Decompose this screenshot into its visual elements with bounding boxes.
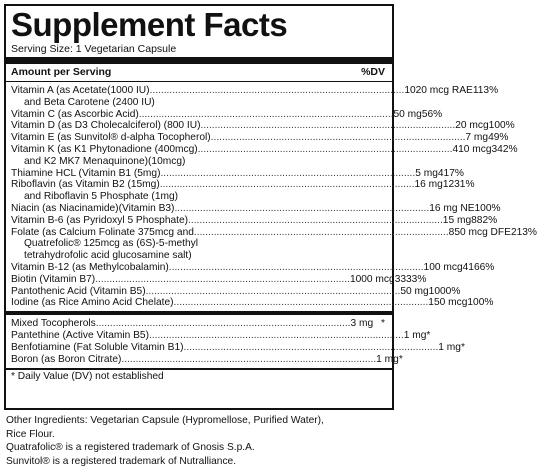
nutrient-amount: 5 mg	[415, 167, 438, 179]
nutrient-dv: 213%	[510, 226, 537, 238]
dv-footnote: * Daily Value (DV) not established	[11, 370, 164, 382]
nutrient-amount: 1000 mcg	[349, 273, 395, 285]
nutrient-dv: 100%	[488, 120, 515, 132]
nutrient-amount: 1 mg	[376, 353, 399, 365]
nutrient-row	[6, 285, 461, 298]
leader-dots: ..........................................................................................	[149, 85, 405, 96]
nutrient-dv: 100%	[467, 297, 494, 309]
leader-dots: ..........................................................................................	[138, 108, 394, 120]
nutrient-row	[6, 273, 427, 286]
nutrient-row	[6, 132, 509, 144]
nutrient-amount: 100 mcg	[423, 261, 463, 273]
nutrient-row	[6, 179, 475, 191]
nutrient-name: Vitamin K (as K1 Phytonadione (400mcg)	[11, 143, 198, 155]
nutrient-name: Mixed Tocopherols	[11, 318, 96, 330]
nutrient-dv: *	[460, 341, 465, 353]
leader-dots: ..........................................................................................	[95, 273, 350, 285]
nutrient-dv: 100%	[474, 202, 501, 214]
leader-dots: ..........................................................................................	[174, 202, 430, 214]
nutrient-row	[6, 318, 392, 330]
nutrient-dv: 113%	[472, 85, 499, 96]
thick-divider	[6, 57, 392, 64]
nutrient-row	[6, 214, 498, 227]
nutrient-name: Boron (as Boron Citrate)	[11, 353, 122, 365]
nutrient-amount: 410 mcg	[452, 143, 492, 155]
other-ingredients-list	[6, 318, 465, 365]
nutrient-name: Thiamine HCL (Vitamin B1 (5mg)	[11, 167, 161, 179]
nutrient-dv: 4166%	[462, 261, 495, 273]
leader-dots: ..........................................................................................	[173, 297, 429, 309]
leader-dots: ..........................................................................................	[159, 179, 415, 191]
panel-title: Supplement Facts	[11, 6, 288, 43]
nutrient-amount: 7 mg	[465, 132, 489, 144]
nutrient-row	[6, 226, 537, 239]
leader-dots: ..........................................................................................	[210, 132, 466, 144]
nutrient-name-continued: and Riboflavin 5 Phosphate (1mg)	[24, 191, 179, 203]
dv-heading: %DV	[361, 66, 385, 78]
nutrient-row	[6, 341, 465, 354]
footer-line: Other Ingredients: Vegetarian Capsule (Hypromellose, Purified Water),	[6, 415, 324, 426]
nutrient-dv: 882%	[471, 214, 498, 226]
footer-line: Sunvitol® is a registered trademark of Nutralliance.	[6, 455, 237, 467]
nutrient-name-continued: Quatrefolic® 125mcg as (6S)-5-methyl	[24, 238, 198, 250]
nutrient-name: Vitamin E (as Sunvitol® d-alpha Tocopherol)	[11, 132, 211, 144]
nutrient-name: Pantethine (Active Vitamin B5)	[11, 329, 149, 341]
nutrient-name: Iodine (as Rice Amino Acid Chelate)	[11, 297, 174, 309]
nutrient-dv: 342%	[491, 143, 518, 155]
nutrient-amount: 15 mg	[442, 214, 472, 226]
nutrient-dv: 1231%	[442, 179, 475, 191]
nutrient-amount: 50 mg	[393, 108, 422, 120]
other-ingredients-text	[6, 414, 398, 468]
nutrient-name: Benfotiamine (Fat Soluble Vitamin B1)	[11, 341, 184, 353]
nutrient-name-continued: and Beta Carotene (2400 IU)	[24, 96, 155, 108]
nutrient-name: Vitamin B-12 (as Methylcobalamin)	[11, 261, 169, 273]
nutrient-dv: 56%	[421, 108, 443, 120]
nutrient-dv: 49%	[488, 132, 509, 144]
footer-line: Rice Flour.	[6, 428, 55, 440]
nutrient-dv: 1000%	[428, 285, 461, 297]
leader-dots: ..........................................................................................	[197, 143, 453, 155]
nutrient-dv: 417%	[437, 167, 464, 179]
nutrient-row	[6, 108, 443, 121]
nutrient-name: Vitamin D (as D3 Cholecalciferol) (800 IU)	[11, 120, 201, 132]
leader-dots: ..........................................................................................	[193, 226, 449, 238]
serving-size: Serving Size: 1 Vegetarian Capsule	[11, 43, 177, 55]
leader-dots: ..........................................................................................	[168, 261, 424, 273]
nutrient-row	[6, 167, 464, 180]
nutrient-name: Vitamin C (as Ascorbic Acid)	[11, 108, 139, 120]
nutrient-amount: 1020 mcg RAE	[404, 85, 473, 96]
nutrient-dv: *	[426, 329, 431, 341]
leader-dots: ..........................................................................................	[145, 285, 401, 297]
nutrient-amount: 1 mg	[438, 341, 461, 353]
leader-dots: ..........................................................................................	[95, 318, 351, 330]
nutrient-name-continued: and K2 MK7 Menaquinone)(10mcg)	[24, 155, 186, 167]
nutrient-amount: 50 mg	[400, 285, 429, 297]
nutrient-name: Vitamin B-6 (as Pyridoxyl 5 Phosphate)	[11, 214, 189, 226]
nutrient-amount: 1 mg	[403, 329, 427, 341]
nutrient-row	[6, 120, 515, 132]
supplement-facts-panel	[4, 4, 537, 410]
nutrient-amount: 3 mg	[350, 318, 374, 330]
leader-dots: ..........................................................................................	[200, 120, 456, 132]
nutrient-row	[6, 297, 494, 309]
nutrient-dv: *	[381, 318, 385, 330]
leader-dots: ..........................................................................................	[160, 167, 416, 179]
nutrient-dv: *	[398, 353, 403, 365]
nutrient-name: Biotin (Vitamin B7)	[11, 273, 96, 285]
nutrient-name: Vitamin A (as Acetate(1000 IU)	[11, 85, 150, 96]
leader-dots: ..........................................................................................	[188, 214, 443, 226]
nutrient-row	[6, 329, 431, 342]
nutrient-row	[6, 202, 501, 215]
nutrient-row	[6, 353, 403, 366]
nutrient-dv: 3333%	[394, 273, 427, 285]
nutrient-amount: 16 mg	[414, 179, 443, 191]
nutrient-amount: 20 mcg	[455, 120, 489, 132]
nutrient-amount: 850 mcg DFE	[448, 226, 511, 238]
nutrient-row	[6, 261, 495, 274]
nutrient-name: Niacin (as Niacinamide)(Vitamin B3)	[11, 202, 175, 214]
nutrient-amount: 16 mg NE	[429, 202, 475, 214]
nutrient-row	[6, 85, 499, 97]
column-header	[6, 64, 392, 82]
section-divider	[6, 311, 392, 315]
leader-dots: ..........................................................................................	[183, 341, 439, 353]
nutrient-row	[6, 143, 518, 156]
leader-dots: ..........................................................................................	[121, 353, 377, 365]
amount-per-serving-heading: Amount per Serving	[11, 66, 112, 78]
footer-line: Quatrafolic® is a registered trademark of Gnosis S.p.A.	[6, 442, 255, 453]
nutrient-list	[6, 85, 537, 309]
nutrient-name: Pantothenic Acid (Vitamin B5)	[11, 285, 146, 297]
leader-dots: ..........................................................................................	[148, 329, 404, 341]
nutrient-amount: 150 mcg	[428, 297, 468, 309]
nutrient-name: Folate (as Calcium Folinate 375mcg and	[11, 226, 194, 238]
nutrient-name: Riboflavin (as Vitamin B2 (15mg)	[11, 179, 160, 191]
nutrient-name-continued: tetrahydrofolic acid glucosamine salt)	[24, 250, 192, 262]
